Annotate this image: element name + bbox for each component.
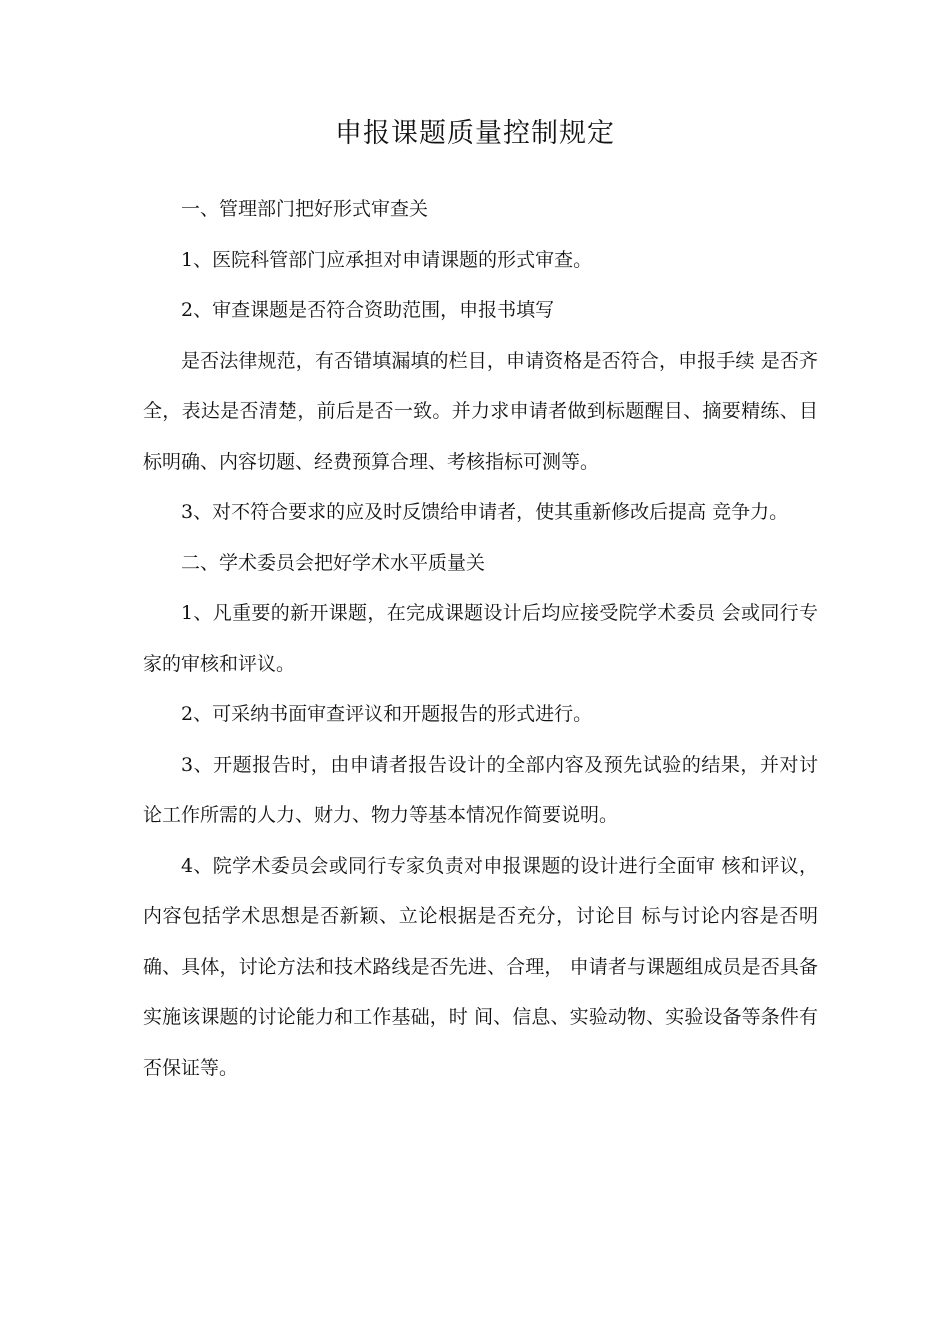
paragraph: 1、医院科管部门应承担对申请课题的形式审查。 xyxy=(181,248,593,271)
paragraph: 2、可采纳书面审查评议和开题报告的形式进行。 xyxy=(181,703,593,725)
paragraph: 2、审查课题是否符合资助范围，申报书填写 xyxy=(181,299,555,321)
paragraph: 3、开题报告时，由申请者报告设计的全部内容及预先试验的结果，并对讨论工作所需的人力、财力、物力等基本情况作简要说明。 xyxy=(143,753,818,826)
document-title: 申报课题质量控制规定 xyxy=(335,118,615,149)
paragraph: 4、院学术委员会或同行专家负责对申报课题的设计进行全面审 核和评议，内容包括学术思想是否新颖、立论根据是否充分，讨论目 标与讨论内容是否明确、具体，讨论方法和技术路线是否先进、合理， 申请者与课题组成员是否具备实施该课题的讨论能力和工作基础，时 间、信息、实验动物、实验设备等条件有否保证等。 xyxy=(143,854,818,1079)
section-heading-1: 一、管理部门把好形式审查关 xyxy=(181,198,429,220)
paragraph: 1、凡重要的新开课题，在完成课题设计后均应接受院学术委员 会或同行专家的审核和评议。 xyxy=(143,602,818,675)
document-body xyxy=(143,184,818,1093)
paragraph: 是否法律规范，有否错填漏填的栏目，申请资格是否符合，申报手续 是否齐全，表达是否清楚，前后是否一致。并力求申请者做到标题醒目、摘要精练、目标明确、内容切题、经费预算合理、考核指标可测等。 xyxy=(143,349,818,473)
paragraph: 3、对不符合要求的应及时反馈给申请者，使其重新修改后提高 竞争力。 xyxy=(181,501,789,523)
section-heading-2: 二、学术委员会把好学术水平质量关 xyxy=(181,551,486,574)
